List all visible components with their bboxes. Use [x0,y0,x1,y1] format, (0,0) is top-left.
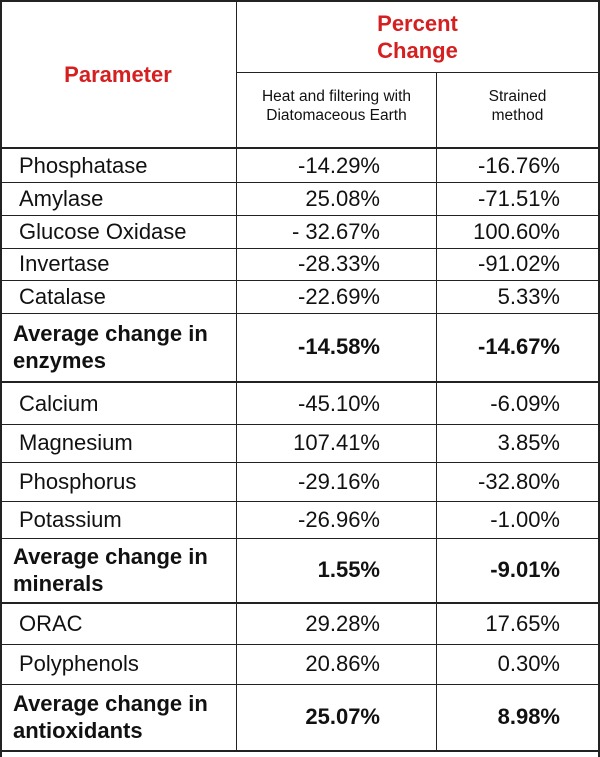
strained-value: 0.30% [497,651,560,676]
parameter-header: Parameter [64,61,172,87]
heat-filter-value: -22.69% [298,283,380,309]
heat-filter-value: -26.96% [298,506,380,532]
heat-filter-value: -28.33% [298,251,380,276]
strained-value: -6.09% [490,390,560,416]
average-heat-value: 25.07% [305,704,380,729]
strained-value: 100.60% [473,218,560,244]
strained-value: 5.33% [497,283,560,309]
parameter-name: Amylase [19,185,104,211]
heat-filter-header: Heat and filtering with Diatomaceous Earth [261,88,412,124]
row-divider [0,501,600,502]
heat-filter-value: 29.28% [305,611,380,636]
parameter-name: ORAC [19,611,83,636]
parameter-name: Polyphenols [19,651,139,676]
average-heat-value: 1.55% [317,557,380,582]
strained-value: -71.51% [478,185,560,211]
parameter-name: Phosphorus [19,468,137,494]
row-divider [0,215,600,216]
header-subline [236,72,599,73]
header-bottom [0,147,600,149]
strained-value: 17.65% [485,611,560,636]
parameter-name: Glucose Oxidase [19,218,187,244]
strained-header: Strained method [488,88,547,124]
parameter-name: Phosphatase [19,153,148,178]
average-strained-value: -9.01% [490,557,560,582]
parameter-name: Invertase [19,251,110,276]
parameter-name: Magnesium [19,430,133,455]
percent-change-header: Percent Change [377,11,458,63]
row-divider [0,644,600,645]
parameter-name: Potassium [19,506,122,532]
strained-value: -1.00% [490,506,560,532]
average-label: Average change in minerals [13,544,208,596]
average-strained-value: -14.67% [478,334,560,359]
heat-filter-value: 25.08% [305,185,380,211]
row-divider [0,280,600,281]
border-bottom [0,750,600,752]
heat-filter-value: 107.41% [293,430,380,455]
strained-value: -91.02% [478,251,560,276]
heat-filter-value: 20.86% [305,651,380,676]
heat-filter-value: -29.16% [298,468,380,494]
heat-filter-value: -14.29% [298,153,380,178]
heat-filter-value: -45.10% [298,390,380,416]
parameter-name: Catalase [19,283,106,309]
strained-value: -16.76% [478,153,560,178]
strained-value: -32.80% [478,468,560,494]
row-divider [0,462,600,463]
row-divider [0,424,600,425]
average-label: Average change in antioxidants [13,691,208,743]
heat-filter-value: - 32.67% [291,218,380,244]
parameter-name: Calcium [19,390,99,416]
average-strained-value: 8.98% [497,704,560,729]
row-divider [0,182,600,183]
average-label: Average change in enzymes [13,321,208,373]
row-divider [0,248,600,249]
average-heat-value: -14.58% [298,334,380,359]
strained-value: 3.85% [497,430,560,455]
